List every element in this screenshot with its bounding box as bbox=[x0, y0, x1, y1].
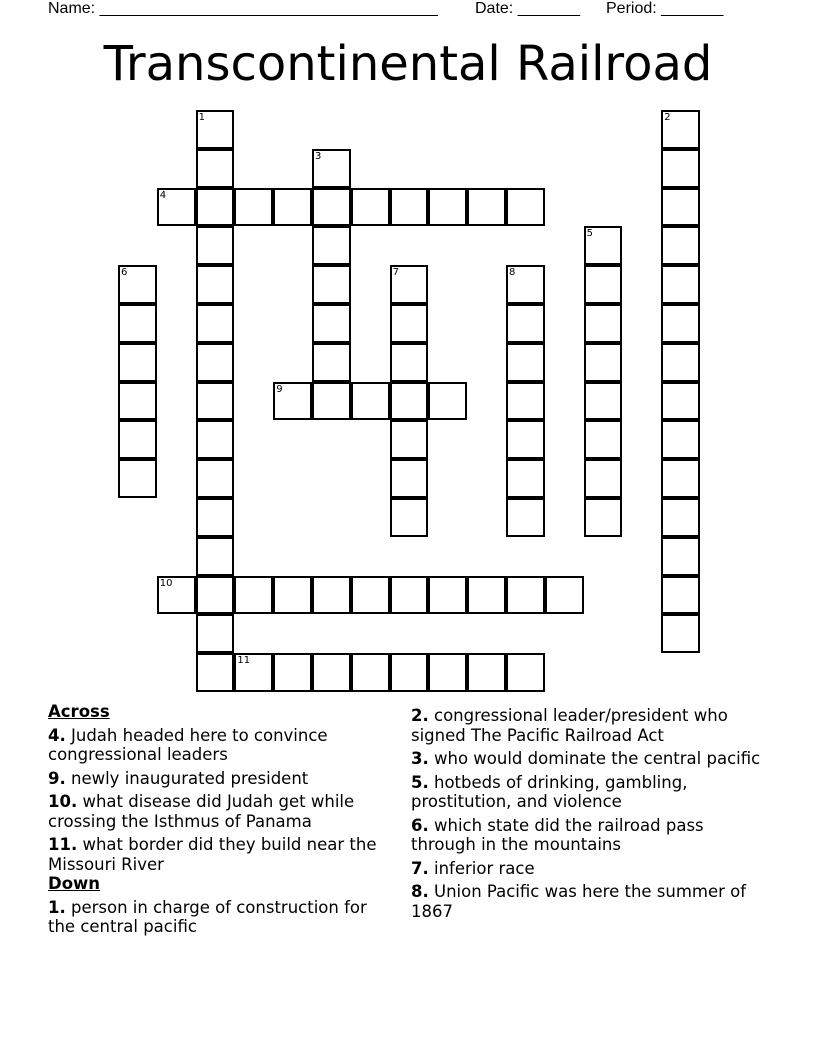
clue-item bbox=[411, 773, 761, 812]
crossword-cell[interactable] bbox=[506, 653, 545, 692]
crossword-cell[interactable] bbox=[118, 343, 157, 382]
across-heading: Across bbox=[48, 702, 110, 721]
cell-number: 6 bbox=[121, 267, 128, 279]
crossword-cell[interactable] bbox=[312, 343, 351, 382]
page-title: Transcontinental Railroad bbox=[103, 36, 713, 92]
crossword-cell[interactable] bbox=[196, 537, 235, 576]
clues-column-left bbox=[48, 702, 398, 937]
crossword-cell[interactable] bbox=[351, 382, 390, 421]
crossword-cell[interactable] bbox=[390, 420, 429, 459]
clue-number: 11. bbox=[48, 835, 78, 854]
clue-text: which state did the railroad pass through in the mountains bbox=[411, 815, 704, 854]
crossword-cell[interactable] bbox=[118, 304, 157, 343]
crossword-cell[interactable] bbox=[351, 576, 390, 615]
crossword-cell[interactable] bbox=[196, 498, 235, 537]
clue-text: congressional leader/president who signed The Pacific Railroad Act bbox=[411, 706, 728, 745]
crossword-cell[interactable] bbox=[196, 343, 235, 382]
cell-number: 2 bbox=[664, 112, 671, 123]
crossword-cell[interactable] bbox=[196, 226, 235, 265]
crossword-cell[interactable] bbox=[312, 265, 351, 304]
down-clue-list-continued bbox=[411, 706, 761, 921]
crossword-cell[interactable] bbox=[661, 110, 700, 149]
crossword-cell[interactable] bbox=[234, 576, 273, 615]
crossword-cell[interactable] bbox=[118, 420, 157, 459]
clue-item bbox=[411, 706, 761, 745]
cell-number: 5 bbox=[586, 228, 593, 240]
crossword-cell[interactable] bbox=[390, 188, 429, 227]
crossword-cell[interactable] bbox=[661, 498, 700, 537]
crossword-cell[interactable] bbox=[467, 188, 506, 227]
crossword-cell[interactable] bbox=[584, 304, 623, 343]
clue-text: who would dominate the central pacific bbox=[428, 749, 761, 768]
clue-item bbox=[411, 859, 761, 879]
clue-item bbox=[411, 749, 761, 769]
crossword-cell[interactable] bbox=[390, 576, 429, 615]
crossword-cell[interactable] bbox=[312, 576, 351, 615]
period-field[interactable]: Period: _______ bbox=[606, 0, 724, 17]
clue-number: 7. bbox=[411, 858, 429, 878]
crossword-cell[interactable] bbox=[312, 188, 351, 227]
crossword-cell[interactable] bbox=[390, 459, 429, 498]
crossword-cell[interactable] bbox=[312, 226, 351, 265]
crossword-cell[interactable] bbox=[661, 537, 700, 576]
cell-number: 1 bbox=[198, 112, 205, 123]
crossword-cell[interactable] bbox=[312, 304, 351, 343]
crossword-cell[interactable] bbox=[118, 382, 157, 421]
crossword-cell[interactable] bbox=[506, 304, 545, 343]
crossword-cell[interactable] bbox=[661, 420, 700, 459]
clue-text: Union Pacific was here the summer of 1867 bbox=[411, 882, 747, 921]
crossword-cell[interactable] bbox=[196, 265, 235, 304]
cell-number: 8 bbox=[509, 267, 516, 279]
crossword-cell[interactable] bbox=[157, 188, 196, 227]
crossword-cell[interactable] bbox=[196, 149, 235, 188]
crossword-cell[interactable] bbox=[157, 576, 196, 615]
crossword-cell[interactable] bbox=[428, 576, 467, 615]
crossword-cell[interactable] bbox=[506, 498, 545, 537]
crossword-cell[interactable] bbox=[661, 149, 700, 188]
clue-number: 1. bbox=[48, 897, 66, 917]
crossword-cell[interactable] bbox=[428, 188, 467, 227]
crossword-cell[interactable] bbox=[506, 420, 545, 459]
clue-number: 2. bbox=[411, 706, 429, 725]
crossword-cell[interactable] bbox=[390, 304, 429, 343]
crossword-cell[interactable] bbox=[196, 420, 235, 459]
crossword-cell[interactable] bbox=[273, 188, 312, 227]
crossword-cell[interactable] bbox=[661, 226, 700, 265]
crossword-cell[interactable] bbox=[506, 265, 545, 304]
crossword-cell[interactable] bbox=[390, 382, 429, 421]
crossword-cell[interactable] bbox=[545, 576, 584, 615]
crossword-cell[interactable] bbox=[312, 382, 351, 421]
crossword-cell[interactable] bbox=[351, 188, 390, 227]
crossword-cell[interactable] bbox=[506, 459, 545, 498]
crossword-cell[interactable] bbox=[584, 459, 623, 498]
across-clue-list bbox=[48, 726, 398, 875]
cell-number: 9 bbox=[276, 383, 283, 395]
crossword-cell[interactable] bbox=[506, 382, 545, 421]
crossword-cell[interactable] bbox=[661, 188, 700, 227]
crossword-cell[interactable] bbox=[390, 343, 429, 382]
clue-text: newly inaugurated president bbox=[65, 768, 309, 788]
down-clue-list bbox=[48, 898, 398, 937]
crossword-cell[interactable] bbox=[506, 343, 545, 382]
clues-column-right bbox=[411, 702, 761, 921]
clue-number: 8. bbox=[411, 882, 429, 901]
crossword-cell[interactable] bbox=[312, 653, 351, 692]
crossword-cell[interactable] bbox=[661, 343, 700, 382]
cell-number: 3 bbox=[315, 150, 322, 162]
crossword-cell[interactable] bbox=[661, 576, 700, 615]
crossword-cell[interactable] bbox=[196, 653, 235, 692]
crossword-cell[interactable] bbox=[196, 614, 235, 653]
clue-number: 5. bbox=[411, 772, 429, 792]
clue-text: hotbeds of drinking, gambling, prostitution, and violence bbox=[411, 772, 688, 811]
crossword-cell[interactable] bbox=[234, 653, 273, 692]
crossword-cell[interactable] bbox=[196, 304, 235, 343]
clue-number: 3. bbox=[411, 749, 429, 768]
clue-text: what disease did Judah get while crossing the Isthmus of Panama bbox=[48, 792, 355, 831]
clue-number: 4. bbox=[48, 725, 66, 745]
crossword-cell[interactable] bbox=[196, 459, 235, 498]
crossword-cell[interactable] bbox=[428, 653, 467, 692]
cell-number: 10 bbox=[159, 577, 173, 589]
crossword-cell[interactable] bbox=[234, 188, 273, 227]
crossword-cell[interactable] bbox=[390, 265, 429, 304]
crossword-cell[interactable] bbox=[661, 459, 700, 498]
crossword-cell[interactable] bbox=[273, 382, 312, 421]
clue-number: 6. bbox=[411, 815, 429, 835]
crossword-cell[interactable] bbox=[467, 653, 506, 692]
crossword-cell[interactable] bbox=[467, 576, 506, 615]
clue-number: 9. bbox=[48, 768, 66, 788]
crossword-cell[interactable] bbox=[351, 653, 390, 692]
crossword-cell[interactable] bbox=[196, 382, 235, 421]
clue-text: person in charge of construction for the central pacific bbox=[48, 897, 367, 936]
crossword-cell[interactable] bbox=[118, 459, 157, 498]
clue-item bbox=[411, 882, 761, 921]
down-heading: Down bbox=[48, 874, 101, 893]
crossword-cell[interactable] bbox=[584, 420, 623, 459]
cell-number: 7 bbox=[392, 267, 399, 279]
crossword-cell[interactable] bbox=[584, 226, 623, 265]
crossword-cell[interactable] bbox=[196, 576, 235, 615]
crossword-cell[interactable] bbox=[273, 653, 312, 692]
clue-number: 10. bbox=[48, 792, 78, 811]
clue-item bbox=[411, 816, 761, 855]
crossword-cell[interactable] bbox=[273, 576, 312, 615]
crossword-cell[interactable] bbox=[428, 382, 467, 421]
name-field[interactable]: Name: ______________________________________ bbox=[48, 0, 438, 17]
crossword-cell[interactable] bbox=[584, 498, 623, 537]
crossword-cell[interactable] bbox=[661, 614, 700, 653]
crossword-cell[interactable] bbox=[196, 110, 235, 149]
clue-text: inferior race bbox=[428, 858, 535, 878]
crossword-cell[interactable] bbox=[118, 265, 157, 304]
clue-item bbox=[48, 726, 398, 765]
cell-number: 4 bbox=[159, 189, 167, 201]
clue-text: Judah headed here to convince congressional leaders bbox=[48, 725, 328, 764]
crossword-cell[interactable] bbox=[506, 576, 545, 615]
crossword-cell[interactable] bbox=[584, 343, 623, 382]
crossword-cell[interactable] bbox=[312, 149, 351, 188]
crossword-cell[interactable] bbox=[506, 188, 545, 227]
cell-number: 11 bbox=[237, 655, 251, 667]
clue-item bbox=[48, 769, 398, 789]
crossword-cell[interactable] bbox=[584, 265, 623, 304]
clue-item bbox=[48, 792, 398, 831]
clue-item bbox=[48, 835, 398, 874]
crossword-cell[interactable] bbox=[196, 188, 235, 227]
crossword-cell[interactable] bbox=[390, 498, 429, 537]
crossword-cell[interactable] bbox=[661, 382, 700, 421]
crossword-cell[interactable] bbox=[661, 304, 700, 343]
crossword-cell[interactable] bbox=[661, 265, 700, 304]
crossword-cell[interactable] bbox=[584, 382, 623, 421]
crossword-cell[interactable] bbox=[390, 653, 429, 692]
date-field[interactable]: Date: _______ bbox=[475, 0, 580, 17]
student-info-line bbox=[48, 0, 788, 20]
clue-item bbox=[48, 898, 398, 937]
clue-text: what border did they build near the Missouri River bbox=[48, 835, 377, 874]
